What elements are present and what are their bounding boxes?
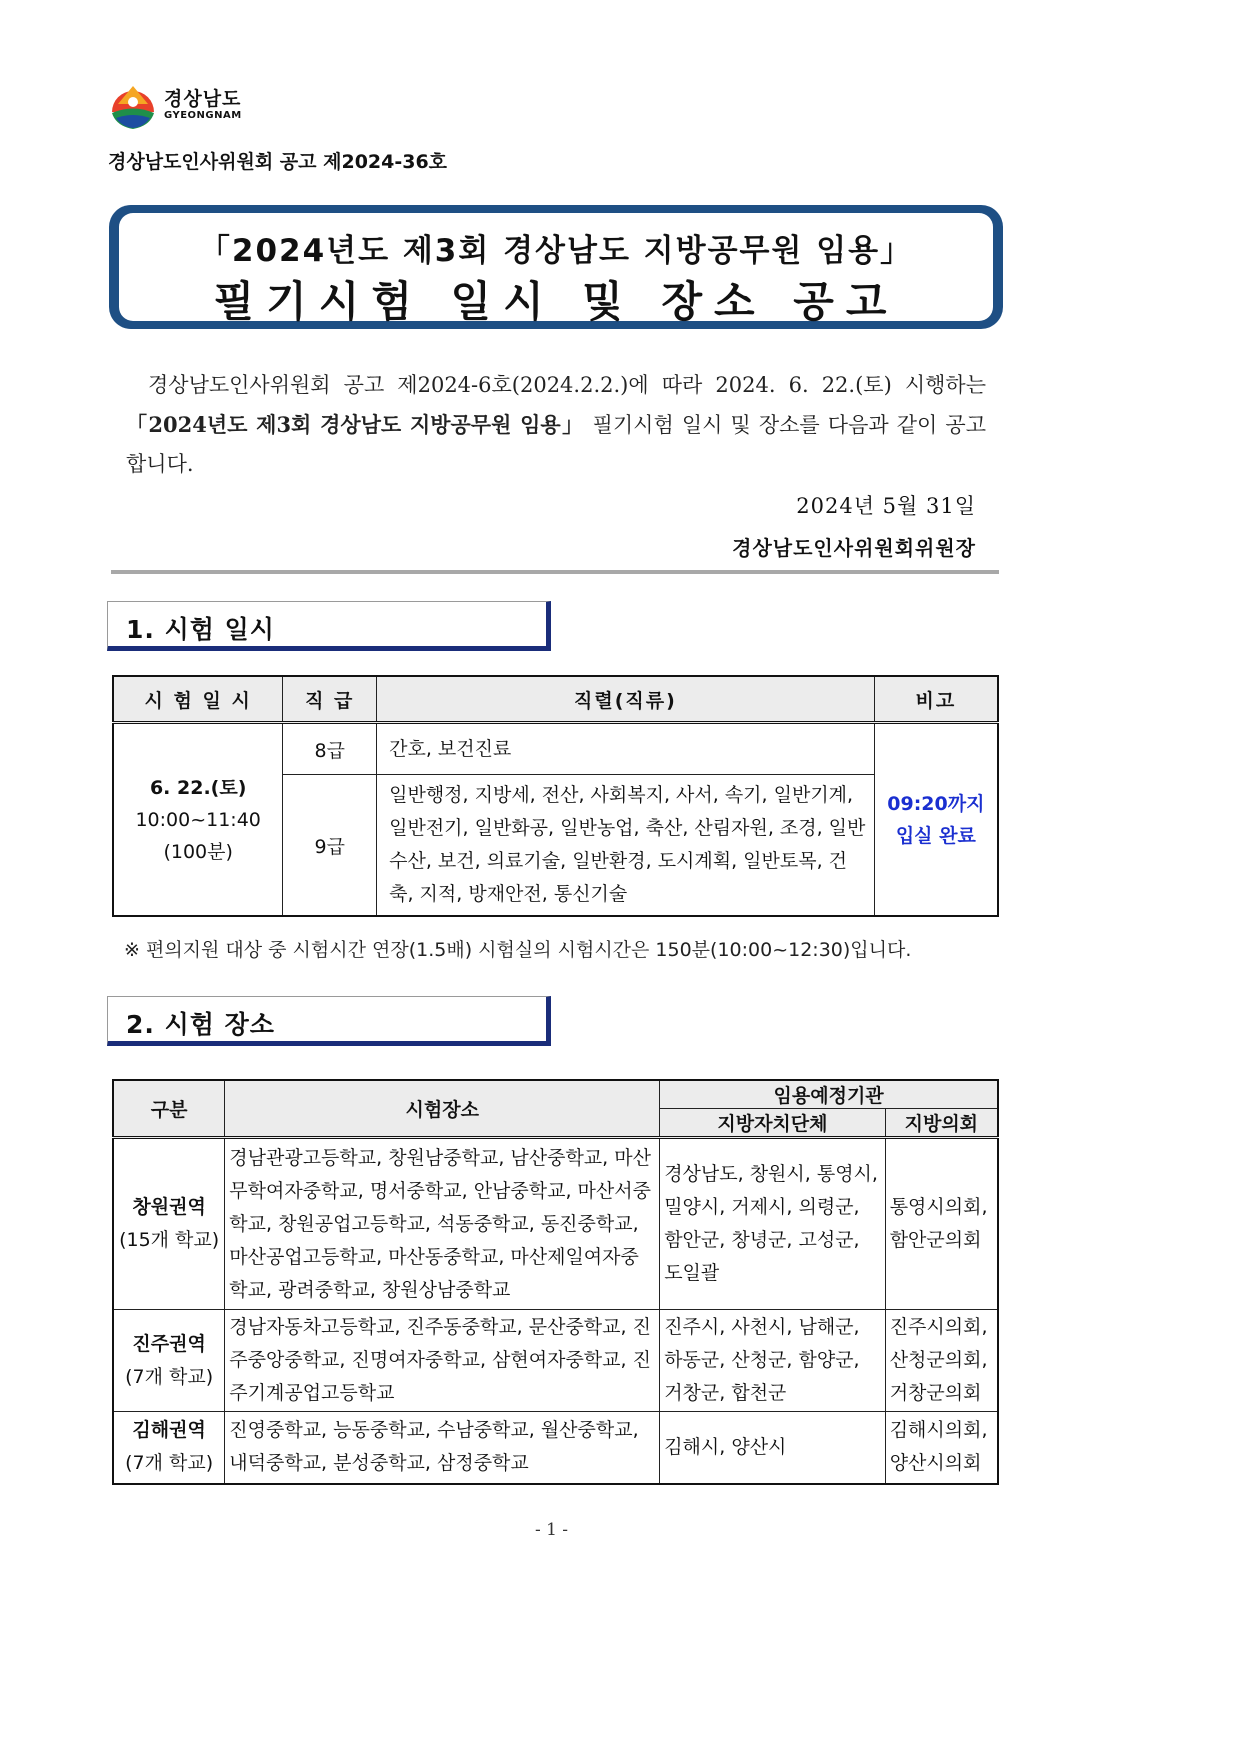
footnote: ※ 편의지원 대상 중 시험시간 연장(1.5배) 시험실의 시험시간은 150분(10:00~12:30)입니다. [124, 939, 912, 961]
notice-number: 경상남도인사위원회 공고 제2024-36호 [108, 151, 448, 173]
region-cell [113, 1412, 225, 1484]
grade-cell: 8급 [283, 723, 377, 775]
gyeongnam-emblem-icon [108, 82, 158, 132]
logo-english-text: GYEONGNAM [164, 110, 242, 121]
region-school-count: (7개 학교) [125, 1452, 214, 1475]
exam-time: 10:00~11:40 [135, 808, 261, 831]
title-banner [109, 205, 1003, 329]
exam-schedule-table [112, 675, 999, 917]
divider [111, 570, 999, 574]
header-local-gov: 지방자치단체 [660, 1109, 885, 1138]
grade-cell: 9급 [283, 775, 377, 917]
header-venue: 시험장소 [225, 1080, 660, 1138]
region-cell [113, 1138, 225, 1310]
exam-date-cell [113, 723, 283, 917]
table-row [113, 1138, 998, 1310]
logo-korean-text: 경상남도 [164, 88, 242, 110]
note-line2: 입실 완료 [895, 824, 976, 847]
council-list: 김해시의회, 양산시의회 [885, 1412, 998, 1484]
table-header-row [113, 1080, 998, 1109]
header-agency: 임용예정기관 [660, 1080, 998, 1109]
region-name: 진주권역 [132, 1332, 206, 1355]
exam-date: 6. 22.(토) [149, 776, 247, 799]
venue-list: 경남관광고등학교, 창원남중학교, 남산중학교, 마산무학여자중학교, 명서중학교, 안남중학교, 마산서중학교, 창원공업고등학교, 석동중학교, 동진중학교, 마산공업고등학교, 마산동중학교, 마산제일여자중학교, 광려중학교, 창원상남중학교 [225, 1138, 660, 1310]
gyeongnam-logo [108, 80, 258, 132]
announcement-date: 2024년 5월 31일 [796, 494, 976, 518]
body-text-part1: 경상남도인사위원회 공고 제2024-6호(2024.2.2.)에 따라 2024. 6. 22.(토) 시행하는 [148, 373, 986, 397]
table-row [113, 723, 998, 775]
announcement-body [126, 366, 986, 484]
local-gov-list: 진주시, 사천시, 남해군, 하동군, 산청군, 함양군, 거창군, 합천군 [660, 1310, 885, 1412]
table-row [113, 1310, 998, 1412]
body-text-bold: 「2024년도 제3회 경상남도 지방공무원 임용」 [126, 412, 585, 437]
signer: 경상남도인사위원회위원장 [732, 536, 976, 560]
note-cell [874, 723, 998, 917]
header-council: 지방의회 [885, 1109, 998, 1138]
local-gov-list: 김해시, 양산시 [660, 1412, 885, 1484]
venue-list: 경남자동차고등학교, 진주동중학교, 문산중학교, 진주중앙중학교, 진명여자중학교, 삼현여자중학교, 진주기계공업고등학교 [225, 1310, 660, 1412]
council-list: 진주시의회, 산청군의회, 거창군의회 [885, 1310, 998, 1412]
region-name: 창원권역 [132, 1196, 206, 1218]
region-school-count: (15개 학교) [119, 1229, 220, 1251]
section-heading-exam-schedule: 1. 시험 일시 [107, 601, 551, 651]
region-name: 김해권역 [132, 1419, 206, 1442]
header-exam-date: 시 험 일 시 [113, 676, 283, 723]
title-line1: 「2024년도 제3회 경상남도 지방공무원 임용」 [198, 233, 914, 269]
body-text-part2: 필기시험 일시 및 장소를 다음과 같이 공고합니다. [126, 413, 986, 476]
section-heading-exam-venue: 2. 시험 장소 [107, 996, 551, 1046]
page-number: - 1 - [534, 1520, 569, 1540]
region-cell [113, 1310, 225, 1412]
series-cell: 간호, 보건진료 [377, 723, 875, 775]
title-line2: 필기시험 일시 및 장소 공고 [213, 277, 899, 326]
exam-venue-table [112, 1079, 999, 1485]
header-series: 직렬(직류) [377, 676, 875, 723]
note-line1: 09:20까지 [887, 792, 985, 815]
local-gov-list: 경상남도, 창원시, 통영시, 밀양시, 거제시, 의령군, 함안군, 창녕군, 고성군, 도일괄 [660, 1138, 885, 1310]
venue-list: 진영중학교, 능동중학교, 수남중학교, 월산중학교, 내덕중학교, 분성중학교, 삼정중학교 [225, 1412, 660, 1484]
council-list: 통영시의회, 함안군의회 [885, 1138, 998, 1310]
exam-duration: (100분) [163, 840, 233, 863]
table-row [113, 1412, 998, 1484]
region-school-count: (7개 학교) [125, 1365, 214, 1388]
table-header-row [113, 676, 998, 723]
series-cell: 일반행정, 지방세, 전산, 사회복지, 사서, 속기, 일반기계, 일반전기, 일반화공, 일반농업, 축산, 산림자원, 조경, 일반수산, 보건, 의료기술, 일반환경, 도시계획, 일반토목, 건축, 지적, 방재안전, 통신기술 [377, 775, 875, 917]
header-note: 비고 [874, 676, 998, 723]
header-division: 구분 [113, 1080, 225, 1138]
header-grade: 직 급 [283, 676, 377, 723]
